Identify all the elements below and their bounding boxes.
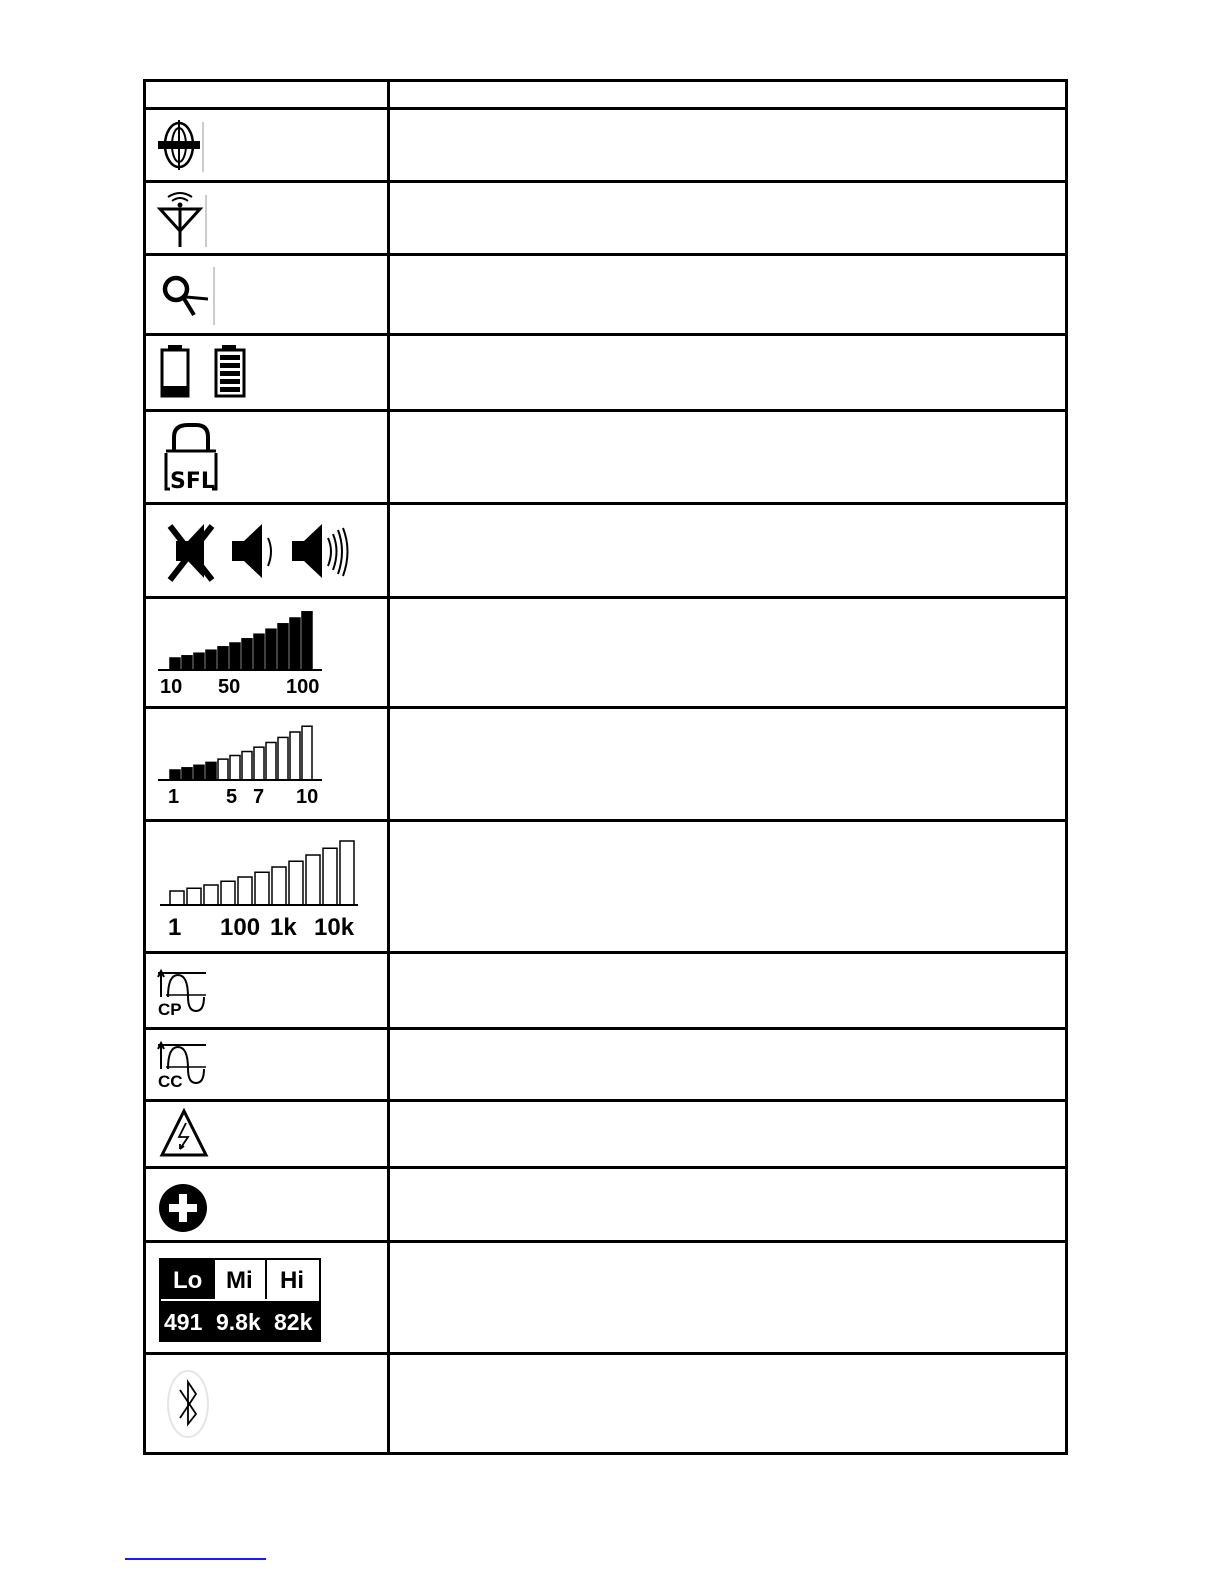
- scale-label: 50: [218, 675, 241, 698]
- scale-bar: [302, 611, 312, 669]
- antenna-icon: [145, 182, 389, 255]
- scale-label: 10: [160, 675, 183, 698]
- scale-bar: [302, 726, 312, 780]
- scale-label: 5: [226, 785, 238, 808]
- table-row: [145, 335, 1067, 411]
- cp-label: CP: [158, 999, 182, 1019]
- table-row: [145, 1354, 1067, 1454]
- scale-bar: [340, 841, 354, 905]
- table-row: [145, 1029, 1067, 1101]
- scale-bar: [255, 872, 269, 905]
- volume-levels-icons: [145, 504, 389, 598]
- scale-bar: [278, 737, 288, 780]
- scale-bar: [254, 747, 264, 780]
- scale-bar: [170, 658, 180, 670]
- icon-reference-table: [143, 79, 1068, 1455]
- table-row: [145, 1101, 1067, 1168]
- battery-low-icon: [162, 345, 188, 396]
- cp-waveform-icon: [145, 953, 389, 1029]
- row-description: [389, 411, 1067, 504]
- header-cell-icon: [145, 81, 389, 109]
- table-row: [145, 821, 1067, 953]
- battery-full-icon: [216, 345, 244, 396]
- row-description: [389, 1354, 1067, 1454]
- mute-icon: [170, 524, 212, 580]
- scale-label: 7: [253, 785, 265, 808]
- row-description: [389, 335, 1067, 411]
- scale-label: 1: [168, 785, 180, 808]
- scale-bar: [170, 770, 180, 780]
- scale-bar: [230, 643, 240, 670]
- scale-bar: [242, 751, 252, 779]
- footnote-separator: [125, 1558, 266, 1560]
- scale-bar: [266, 629, 276, 670]
- row-description: [389, 182, 1067, 255]
- scale-bar: [230, 755, 240, 780]
- scale-bar: [206, 762, 216, 780]
- scale-bar: [254, 634, 264, 670]
- scale-bar: [278, 623, 288, 669]
- row-description: [389, 1242, 1067, 1354]
- scale-label: 10: [296, 785, 319, 808]
- bluetooth-icon: [145, 1354, 389, 1454]
- row-description: [389, 504, 1067, 598]
- table-row: [145, 953, 1067, 1029]
- value-hi: 82k: [274, 1308, 313, 1335]
- table-row: [145, 411, 1067, 504]
- clamp-probe-icon: [145, 109, 389, 182]
- row-description: [389, 821, 1067, 953]
- tab-lo: Lo: [173, 1266, 203, 1294]
- lock-sfl-icon: [145, 411, 389, 504]
- scale-label: 1k: [270, 913, 297, 941]
- search-clamp-icon: [145, 255, 389, 335]
- scale-label: 100: [220, 913, 261, 941]
- bar-scale-100-icon: [145, 598, 389, 708]
- header-cell-description: [389, 81, 1067, 109]
- scale-bar: [242, 638, 252, 669]
- bar-scale-10-icon: [145, 708, 389, 821]
- table-row: [145, 1168, 1067, 1242]
- value-mi: 9.8k: [216, 1308, 261, 1335]
- volume-low-icon: [232, 524, 271, 578]
- volume-high-icon: [292, 524, 348, 578]
- warning-voltage-icon: [145, 1101, 389, 1168]
- scale-bar: [182, 767, 192, 779]
- scale-bar: [218, 759, 228, 780]
- scale-bar: [290, 732, 300, 780]
- scale-bar: [323, 848, 337, 905]
- row-description: [389, 708, 1067, 821]
- tab-hi: Hi: [280, 1266, 304, 1294]
- cc-label: CC: [158, 1071, 183, 1091]
- scale-bar: [187, 888, 201, 905]
- scale-bar: [272, 867, 286, 905]
- table-row: [145, 255, 1067, 335]
- scale-label: 1: [168, 913, 182, 941]
- scale-label: 100: [286, 675, 320, 698]
- scale-bar: [170, 891, 184, 905]
- row-description: [389, 598, 1067, 708]
- table-row: [145, 109, 1067, 182]
- table-row: [145, 504, 1067, 598]
- plus-circle-icon: [145, 1168, 389, 1242]
- tab-mi: Mi: [226, 1266, 253, 1294]
- scale-bar: [238, 877, 252, 905]
- scale-bar: [289, 861, 303, 905]
- row-description: [389, 255, 1067, 335]
- scale-bar: [221, 881, 235, 905]
- svg-text:SFL: SFL: [170, 469, 215, 494]
- scale-bar: [266, 742, 276, 780]
- scale-bar: [306, 855, 320, 905]
- row-description: [389, 1029, 1067, 1101]
- cc-waveform-icon: [145, 1029, 389, 1101]
- scale-label: 10k: [314, 913, 355, 941]
- battery-icons: [145, 335, 389, 411]
- value-lo: 491: [164, 1308, 203, 1335]
- scale-bar: [290, 618, 300, 670]
- row-description: [389, 1101, 1067, 1168]
- row-description: [389, 953, 1067, 1029]
- row-description: [389, 109, 1067, 182]
- bar-scale-10k-icon: [145, 821, 389, 953]
- table-row: [145, 182, 1067, 255]
- scale-bar: [218, 646, 228, 669]
- table-header-row: [145, 81, 1067, 109]
- scale-bar: [194, 765, 204, 780]
- scale-bar: [204, 885, 218, 905]
- scale-bar: [194, 653, 204, 670]
- scale-bar: [182, 655, 192, 669]
- table-row: [145, 708, 1067, 821]
- table-row: [145, 598, 1067, 708]
- row-description: [389, 1168, 1067, 1242]
- scale-bar: [206, 650, 216, 670]
- frequency-selector-icon: [145, 1242, 389, 1354]
- table-row: [145, 1242, 1067, 1354]
